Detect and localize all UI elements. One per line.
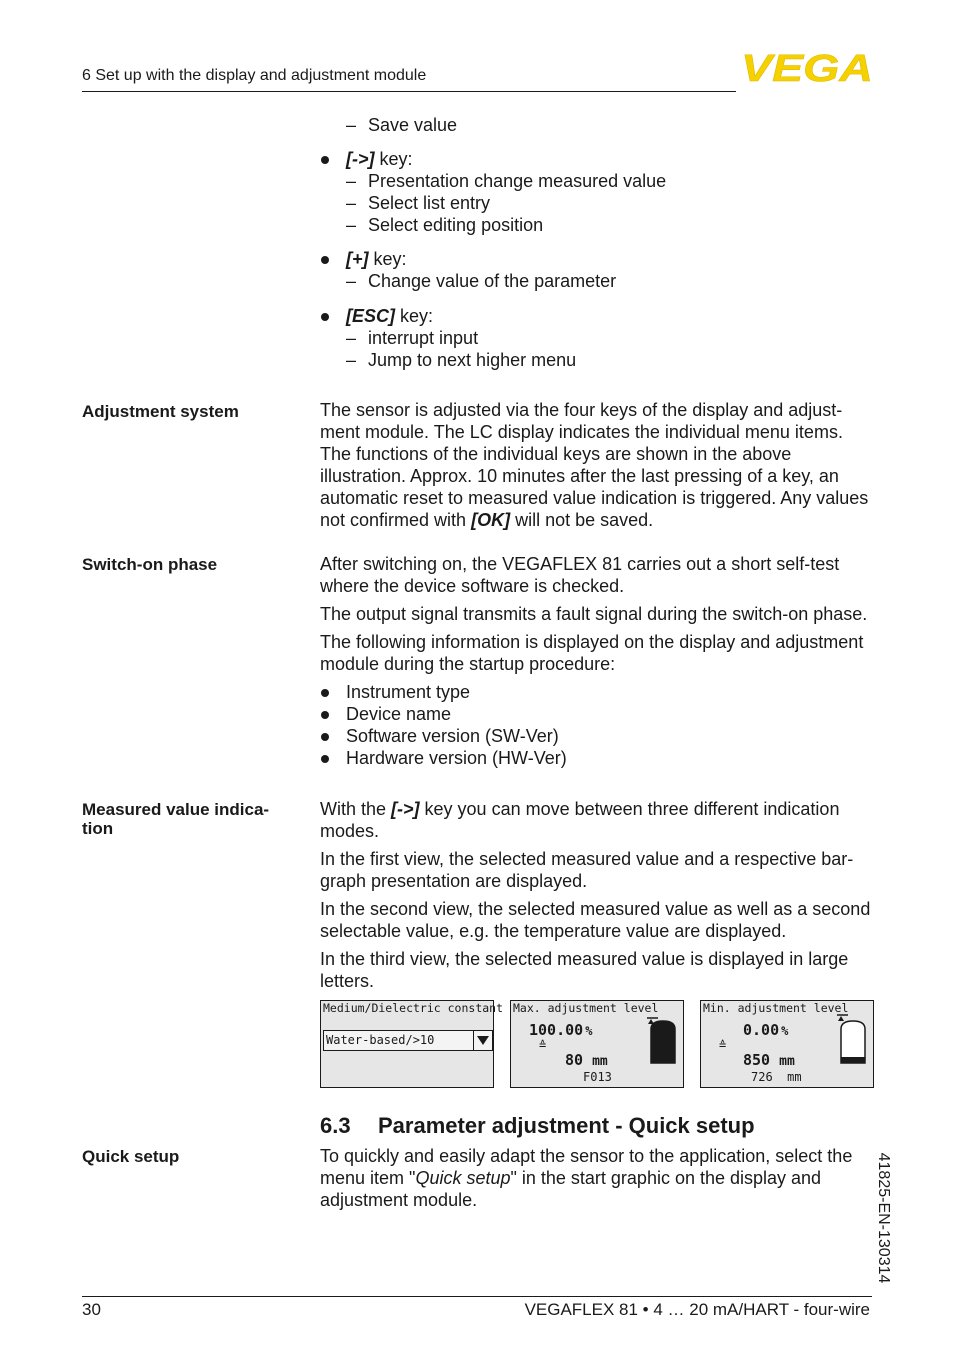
lcd-sub-distance <box>751 1070 802 1084</box>
section-number: 6.3 <box>320 1113 351 1138</box>
adjustment-system-label: Adjustment system <box>82 402 239 421</box>
footer-rule <box>82 1296 872 1297</box>
plus-key-group <box>320 248 880 292</box>
lcd-screen-medium <box>320 1000 504 1088</box>
esc-key-heading <box>320 305 880 327</box>
lcd-equiv-sign: ≙ <box>539 1038 547 1052</box>
esc-key-suffix: key: <box>395 306 434 326</box>
tank-empty-icon <box>835 1011 871 1065</box>
measured-p3: In the second view, the selected measured value as well as a second selectable value, e.g. the temperature value are displayed. <box>320 899 871 941</box>
lcd-percent <box>743 1021 788 1039</box>
quick-setup-before: To quickly and easily adapt the sensor to the application, select the menu item " <box>320 1146 853 1188</box>
lcd-distance-value: 850 <box>743 1051 771 1069</box>
plus-key-suffix: key: <box>368 249 407 269</box>
section-title: Parameter adjustment - Quick setup <box>378 1113 755 1138</box>
list-item: – Select editing position <box>320 214 880 236</box>
arrow-key-heading <box>320 148 880 170</box>
switch-on-p2: The output signal transmits a fault signal during the switch-on phase. <box>320 604 868 624</box>
adjustment-text-before: The sensor is adjusted via the four keys of the display and adjust-ment module. The LC display indicates the individual menu items. The functions of the individual keys are shown in the above illustration. Approx. 10 minutes after the last pressing of a key, an automatic reset to measured value indication is triggered. Any values not confirmed with <box>320 400 869 530</box>
lcd-percent-value: 0.00 <box>743 1021 780 1039</box>
ok-save-item: – Save value <box>320 114 880 136</box>
lcd-percent-sign: % <box>781 1024 789 1038</box>
lcd-dropdown <box>323 1030 493 1051</box>
lcd-distance <box>743 1051 795 1069</box>
list-item: Instrument type <box>320 681 876 703</box>
arrow-key: [->] <box>391 799 420 819</box>
quick-setup-label: Quick setup <box>82 1147 180 1166</box>
measured-p4: In the third view, the selected measured value is displayed in large letters. <box>320 949 849 991</box>
lcd-percent-value: 100.00 <box>529 1021 584 1039</box>
lcd-percent <box>529 1021 592 1039</box>
lcd-distance <box>565 1051 608 1069</box>
ok-key: [OK] <box>471 510 511 530</box>
plus-key: [+] <box>346 249 369 269</box>
lcd-percent-sign: % <box>585 1024 593 1038</box>
quick-setup-item: Quick setup <box>415 1168 511 1188</box>
key-list <box>320 114 880 371</box>
list-item: – interrupt input <box>320 327 880 349</box>
vega-logo-text: VEGA <box>741 52 873 84</box>
chevron-down-icon <box>473 1031 492 1050</box>
adjustment-system-text <box>320 399 876 531</box>
lcd-title: Max. adjustment level <box>513 1001 659 1015</box>
lcd-sub-value: 726 <box>751 1070 773 1084</box>
header-section-title: 6 Set up with the display and adjustment module <box>82 67 427 84</box>
lcd-dropdown-value: Water-based/>10 <box>326 1033 435 1047</box>
switch-on-p1: After switching on, the VEGAFLEX 81 carries out a short self-test where the device software is checked. <box>320 554 840 596</box>
lcd-fault-code: F013 <box>583 1070 612 1084</box>
lcd-title: Medium/Dielectric constant <box>323 1001 504 1015</box>
list-item: – Presentation change measured value <box>320 170 880 192</box>
measured-value-text <box>320 798 876 998</box>
measured-value-label: Measured value indica-tion <box>82 800 270 838</box>
measured-p2: In the first view, the selected measured value and a respective bar-graph presentation are displayed. <box>320 849 854 891</box>
lcd-distance-value: 80 <box>565 1051 584 1069</box>
plus-key-heading <box>320 248 880 270</box>
esc-key-group <box>320 305 880 371</box>
header-rule <box>82 91 736 92</box>
measured-p1-after: key you can move between three different indication modes. <box>320 799 840 841</box>
list-item: Hardware version (HW-Ver) <box>320 747 876 769</box>
list-item: – Change value of the parameter <box>320 270 880 292</box>
arrow-key: [->] <box>346 149 375 169</box>
measured-p1 <box>320 798 876 842</box>
lcd-distance-unit: mm <box>779 1054 795 1069</box>
vega-logo <box>740 52 874 84</box>
list-item: Software version (SW-Ver) <box>320 725 876 747</box>
document-code <box>848 1138 918 1298</box>
lcd-title: Min. adjustment level <box>703 1001 849 1015</box>
document-code-text: 41825-EN-130314 <box>875 1152 892 1284</box>
tank-full-icon <box>645 1015 681 1065</box>
switch-on-phase-text <box>320 553 876 769</box>
lcd-sub-unit: mm <box>787 1070 802 1084</box>
switch-on-phase-label: Switch-on phase <box>82 555 218 574</box>
list-item: – Select list entry <box>320 192 880 214</box>
list-item: Device name <box>320 703 876 725</box>
arrow-key-group <box>320 148 880 236</box>
esc-key: [ESC] <box>346 306 395 326</box>
adjustment-text-after: will not be saved. <box>510 510 654 530</box>
footer-product: VEGAFLEX 81 • 4 … 20 mA/HART - four-wire <box>524 1300 870 1319</box>
lcd-distance-unit: mm <box>592 1054 608 1069</box>
measured-p1-before: With the <box>320 799 392 819</box>
lcd-screen-min-level <box>700 1000 874 1088</box>
page-number: 30 <box>82 1300 101 1319</box>
lcd-screen-max-level <box>510 1000 684 1088</box>
switch-on-p3: The following information is displayed on the display and adjustment module during the startup procedure: <box>320 632 864 674</box>
lcd-equiv-sign: ≙ <box>719 1038 727 1052</box>
quick-setup-after: " in the start graphic on the display and adjustment module. <box>320 1168 822 1210</box>
list-item: – Jump to next higher menu <box>320 349 880 371</box>
quick-setup-text <box>320 1145 860 1211</box>
arrow-key-suffix: key: <box>374 149 413 169</box>
